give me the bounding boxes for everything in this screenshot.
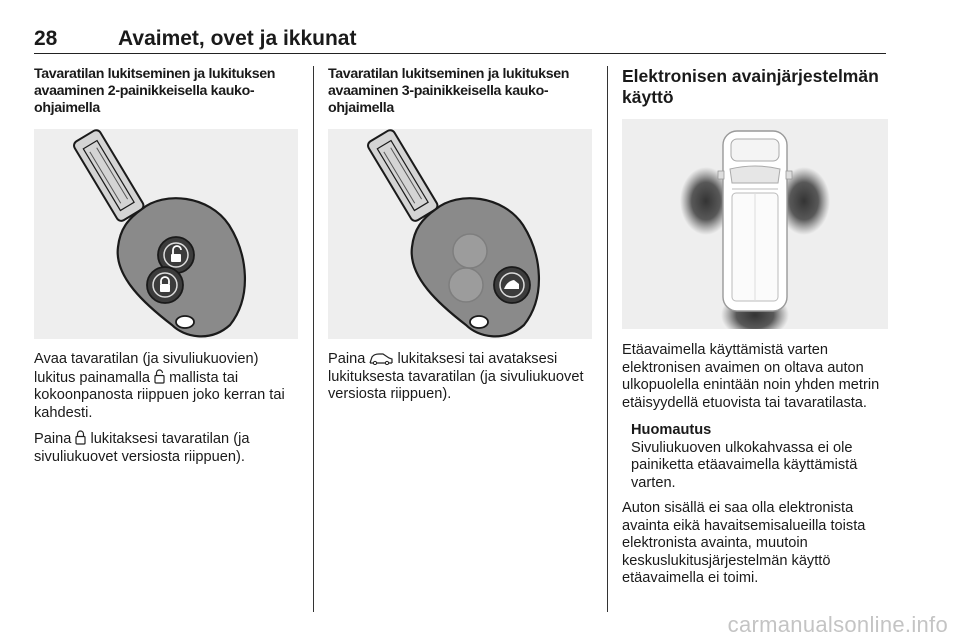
- page-header: [34, 27, 886, 54]
- paragraph-text: Etäavaimella käyttämistä varten elektronisen avaimen on oltava auton ulkopuolella enintään noin yhden metrin etäisyydellä etuovista tai tavaratilasta.: [622, 342, 880, 411]
- section-heading: Tavaratilan lukitseminen ja lukituksen avaaminen 2-painikkeisella kauko-ohjaimella: [34, 66, 276, 116]
- two-button-key-illustration: [34, 129, 298, 339]
- key-fob-2-button-image: [34, 129, 298, 339]
- unlock-icon: [154, 369, 165, 384]
- paragraph-text: Paina: [34, 431, 72, 447]
- column-divider: [313, 66, 314, 612]
- watermark: carmanualsonline.info: [727, 612, 948, 637]
- note-text: Sivuliukuoven ulkokahvassa ei ole painiketta etäavaimella käyttämistä varten.: [631, 439, 858, 491]
- detection-zones-illustration: [622, 119, 888, 329]
- key-fob-3-button-image: [328, 129, 592, 339]
- car-trunk-icon: [369, 352, 393, 365]
- paragraph-text: lukitaksesi tai avataksesi lukituksesta tavaratilan (ja sivuliukuovet versiosta riippuen).: [328, 351, 584, 402]
- section-three-button-remote: [328, 66, 592, 404]
- page-title: Avaimet, ovet ja ikkunat: [118, 27, 357, 50]
- van-top-view-image: [622, 119, 888, 329]
- note-title: Huomautus: [631, 422, 712, 438]
- paragraph-text: lukitaksesi tavaratilan (ja sivuliukuovet versiosta riippuen).: [34, 431, 250, 465]
- three-button-key-illustration: [328, 129, 592, 339]
- page-number: 28: [34, 27, 58, 50]
- paragraph-text: Paina: [328, 351, 366, 367]
- paragraph-text: Avaa tavaratilan (ja sivuliukuovien) lukitus painamalla: [34, 351, 259, 386]
- section-heading: Elektronisen avainjärjestelmän käyttö: [622, 66, 879, 107]
- column-divider: [607, 66, 608, 612]
- note-box: [631, 422, 888, 492]
- section-two-button-remote: [34, 66, 298, 466]
- paragraph-text: mallista tai kokoonpanosta riippuen joko kerran tai kahdesti.: [34, 369, 285, 421]
- section-electronic-key-system: [622, 66, 888, 588]
- lock-icon: [75, 430, 86, 445]
- paragraph-text: Auton sisällä ei saa olla elektronista avainta eikä havaitsemisalueilla toista elektronista avainta, muutoin keskuslukitusjärjestelmän käyttö etäavaimella ei toimi.: [622, 500, 866, 586]
- section-heading: Tavaratilan lukitseminen ja lukituksen avaaminen 3-painikkeisella kauko-ohjaimella: [328, 66, 570, 116]
